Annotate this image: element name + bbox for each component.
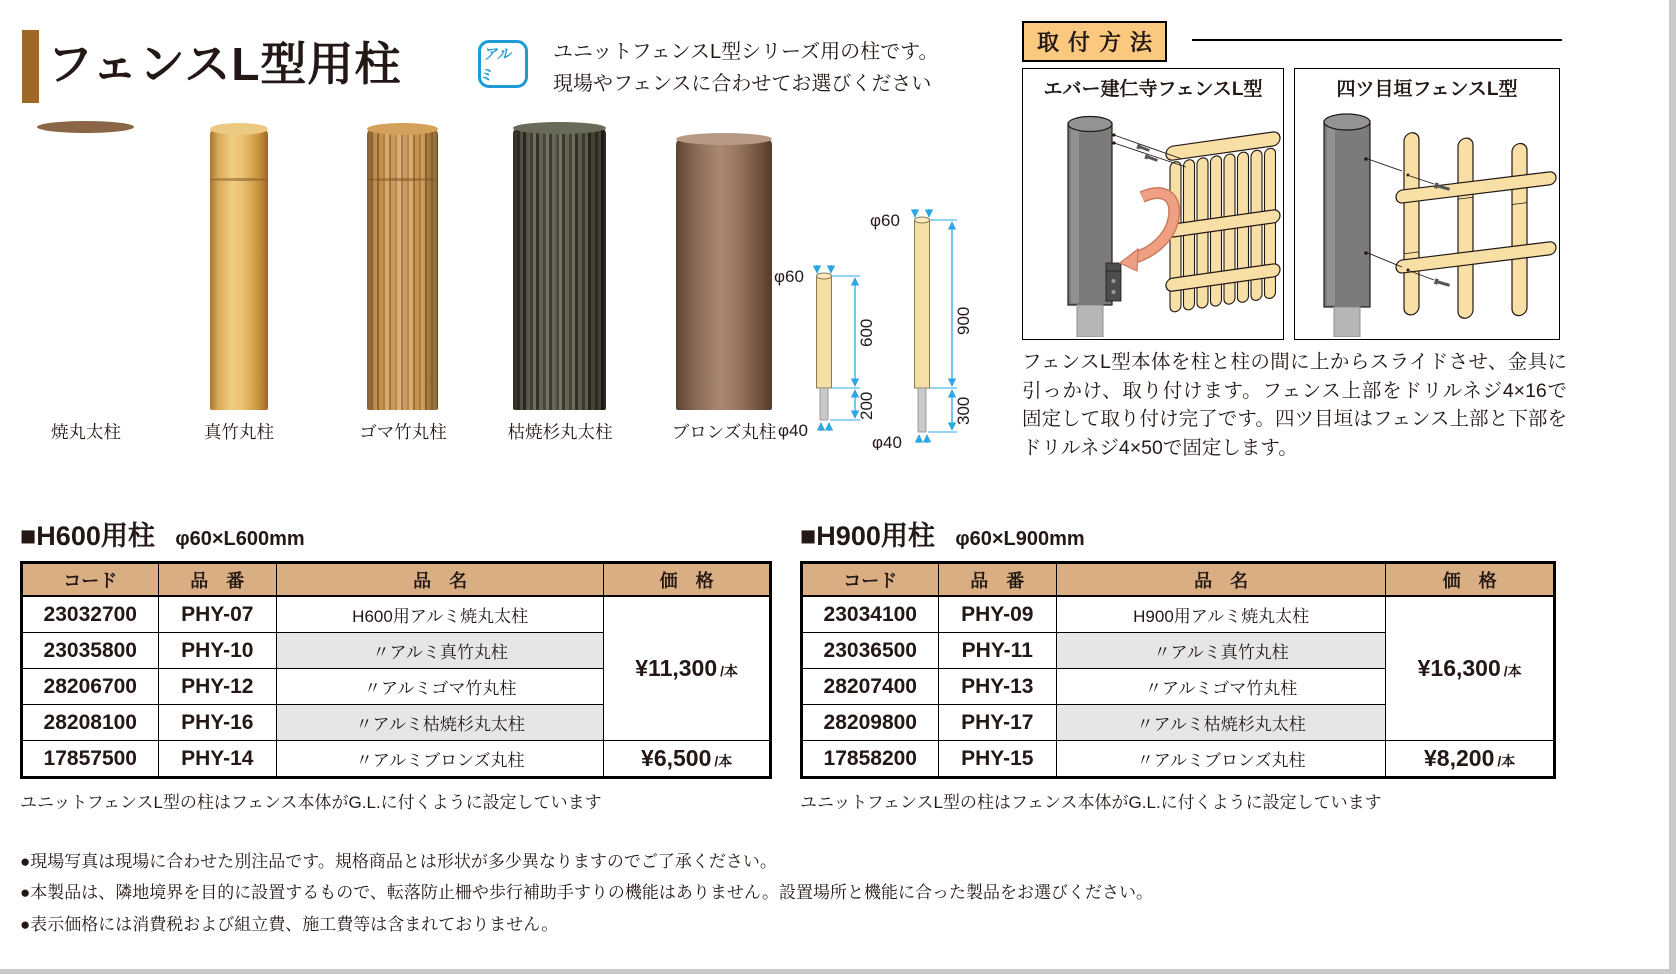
post-label: ブロンズ丸柱 [671,422,777,442]
table-header-row [22,563,771,597]
column-header-part: 品 番 [938,563,1056,597]
column-header-part: 品 番 [158,563,276,597]
price-value: ¥16,300 [1417,655,1501,681]
h900-embed: 300 [954,396,973,425]
footnotes [20,846,1153,940]
price-cell-last [604,741,771,778]
installation-heading: 取付方法 [1022,21,1167,62]
price-cell-group [1386,596,1555,741]
code-cell: 23036500 [802,633,939,669]
part-no-cell: PHY-12 [158,669,276,705]
price-cell-last [1386,741,1555,778]
table-row [22,741,771,778]
price-cell-group [604,596,771,741]
price-unit: /本 [720,663,739,679]
aluminum-badge [478,40,528,88]
name-cell: H600用アルミ焼丸太柱 [277,596,604,633]
post-photo-kareyakisugi [513,127,606,410]
h900-bottom-diameter: φ40 [872,433,902,450]
post-label: 焼丸太柱 [51,422,121,442]
table-row [802,741,1555,778]
part-no-cell: PHY-15 [938,741,1056,778]
name-cell: 〃アルミ真竹丸柱 [277,633,604,669]
h600-top-diameter: φ60 [774,267,804,286]
description-line-1: ユニットフェンスL型シリーズ用の柱です。 [553,41,939,63]
table-row [802,596,1555,633]
table-note-h600: ユニットフェンスL型の柱はフェンス本体がG.L.に付くように設定しています [20,793,602,812]
description-line-2: 現場やフェンスに合わせてお選びください [553,73,932,95]
table-section-h900 [800,514,1556,813]
table-section-h600 [20,514,772,813]
kenninji-fence-illustration [1024,101,1282,337]
post-label: 真竹丸柱 [204,422,274,442]
part-no-cell: PHY-17 [938,705,1056,741]
section-size-h600: φ60×L600mm [175,528,305,550]
price-unit: /本 [714,753,733,769]
price-unit: /本 [1503,663,1522,679]
part-no-cell: PHY-13 [938,669,1056,705]
code-cell: 28208100 [22,705,159,741]
h600-post-drawing [774,265,876,440]
product-description [553,36,939,100]
title-accent-bar [22,30,39,103]
installation-description: フェンスL型本体を柱と柱の間に上からスライドさせ、金具に引っかけ、取り付けます。フェンス上部をドリルネジ4×16で固定して取り付け完了です。四ツ目垣はフェンス上部と下部をドリルネジ4×50で固定します。 [1022,351,1567,459]
name-cell: 〃アルミブロンズ丸柱 [277,741,604,778]
name-cell: 〃アルミゴマ竹丸柱 [277,669,604,705]
price-unit: /本 [1497,753,1516,769]
price-value: ¥6,500 [641,745,712,771]
section-title-h600: ■H600用柱 [20,521,155,551]
code-cell: 23034100 [802,596,939,633]
code-cell: 28207400 [802,669,939,705]
post-label: ゴマ竹丸柱 [359,422,447,442]
name-cell: 〃アルミ枯焼杉丸太柱 [1057,705,1386,741]
footnote-line: ●現場写真は現場に合わせた別注品です。規格商品とは形状が多少異なりますのでご了承ください。 [20,852,777,871]
h600-embed: 200 [857,391,876,420]
part-no-cell: PHY-09 [938,596,1056,633]
price-value: ¥11,300 [635,655,718,681]
h900-length: 900 [954,306,973,335]
name-cell: 〃アルミ枯焼杉丸太柱 [277,705,604,741]
footnote-line: ●表示価格には消費税および組立費、施工費等は含まれておりません。 [20,914,559,934]
table-header-row [802,563,1555,597]
install-panel-kenninji [1022,68,1284,340]
post-photo-gomatake [367,128,438,410]
post-photo-yakimaruta [37,126,134,410]
code-cell: 28209800 [802,705,939,741]
code-cell: 28206700 [22,669,159,705]
panel-title: エバー建仁寺フェンスL型 [1043,79,1263,100]
table-note-h900: ユニットフェンスL型の柱はフェンス本体がG.L.に付くように設定しています [800,793,1382,812]
footnote-line: ●本製品は、隣地境界を目的に設置するもので、転落防止柵や歩行補助手すりの機能はありません。設置場所と機能に合った製品をお選びください。 [20,883,1153,903]
code-cell: 23032700 [22,596,159,633]
section-title-h900: ■H900用柱 [800,521,935,551]
section-size-h900: φ60×L900mm [955,528,1085,550]
column-header-code: コード [802,563,939,597]
h900-top-diameter: φ60 [870,211,900,230]
name-cell: 〃アルミ真竹丸柱 [1057,633,1386,669]
price-value: ¥8,200 [1424,745,1495,771]
column-header-price: 価 格 [1386,563,1555,597]
post-photo-madake [210,128,268,410]
column-header-name: 品 名 [277,563,604,597]
h900-post-drawing [870,209,973,450]
part-no-cell: PHY-07 [158,596,276,633]
table-row [22,596,771,633]
code-cell: 17857500 [22,741,159,778]
code-cell: 17858200 [802,741,939,778]
price-table-h900 [800,561,1556,779]
column-header-name: 品 名 [1057,563,1386,597]
h600-bottom-diameter: φ40 [778,421,808,440]
name-cell: H900用アルミ焼丸太柱 [1057,596,1386,633]
column-header-code: コード [22,563,159,597]
column-header-price: 価 格 [604,563,771,597]
install-panel-yotsumegaki [1294,68,1560,340]
code-cell: 23035800 [22,633,159,669]
name-cell: 〃アルミブロンズ丸柱 [1057,741,1386,778]
post-photo-bronze [676,138,772,410]
aluminum-badge-label: アルミ [477,46,514,84]
part-no-cell: PHY-14 [158,741,276,778]
yotsumegaki-fence-illustration [1296,101,1558,337]
heading-rule [1192,39,1562,41]
page-right-edge [1669,0,1676,974]
dimension-diagram [764,186,974,450]
part-no-cell: PHY-16 [158,705,276,741]
page-bottom-edge [0,969,1676,974]
post-label: 枯焼杉丸太柱 [507,422,613,442]
part-no-cell: PHY-11 [938,633,1056,669]
name-cell: 〃アルミゴマ竹丸柱 [1057,669,1386,705]
h600-length: 600 [857,318,876,347]
part-no-cell: PHY-10 [158,633,276,669]
price-table-h600 [20,561,772,779]
page-title: フェンスL型用柱 [47,38,402,90]
panel-title: 四ツ目垣フェンスL型 [1336,79,1518,100]
